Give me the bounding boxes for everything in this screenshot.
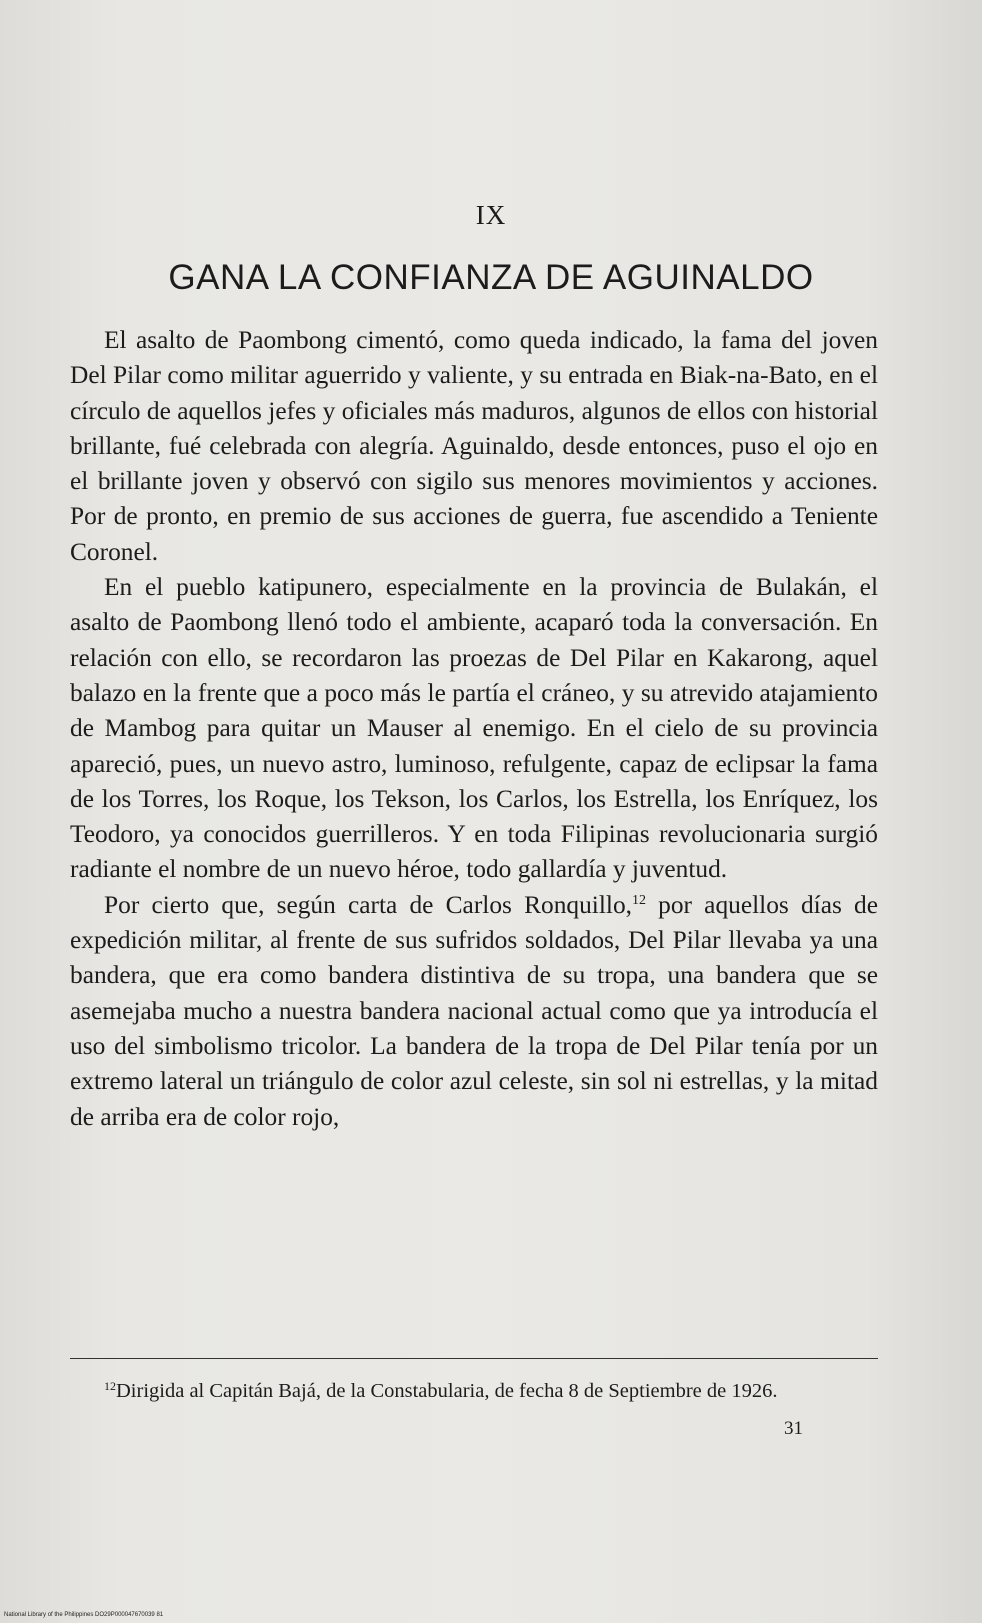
chapter-title: GANA LA CONFIANZA DE AGUINALDO	[168, 258, 814, 297]
footnote-text: Dirigida al Capitán Bajá, de la Constabularia, de fecha 8 de Septiembre de 1926.	[116, 1380, 778, 1402]
page-number: 31	[784, 1418, 803, 1439]
footnote-marker: 12	[104, 1379, 116, 1393]
paragraph	[70, 888, 878, 1135]
paragraph-text: por aquellos días de expedición militar, al frente de sus sufridos soldados, Del Pilar llevaba ya una bandera, que era como bandera distintiva de su tropa, una bandera que se asemejaba mucho a nuestra bandera nacional actual como que ya introducía el uso del simbolismo tricolor. La bandera de la tropa de Del Pilar tenía por un extremo lateral un triángulo de color azul celeste, sin sol ni estrellas, y la mitad de arriba era de color rojo,	[70, 890, 879, 1131]
paragraph: El asalto de Paombong cimentó, como queda indicado, la fama del joven Del Pilar como militar aguerrido y valiente, y su entrada en Biak-na-Bato, en el círculo de aquellos jefes y oficiales más maduros, algunos de ellos con historial brillante, fué celebrada con alegría. Aguinaldo, desde entonces, puso el ojo en el brillante joven y observó con sigilo sus menores movimientos y acciones. Por de pronto, en premio de sus acciones de guerra, fue ascendido a Teniente Coronel.	[70, 326, 878, 566]
body-text	[70, 323, 878, 1135]
chapter-number: IX	[475, 200, 507, 230]
paragraph: En el pueblo katipunero, especialmente en la provincia de Bulakán, el asalto de Paombong llenó todo el ambiente, acaparó toda la conversación. En relación con ello, se recordaron las proezas de Del Pilar en Kakarong, aquel balazo en la frente que a poco más le partía el cráneo, y su atrevido atajamiento de Mambog para quitar un Mauser al enemigo. En el cielo de su provincia apareció, pues, un nuevo astro, luminoso, refulgente, capaz de eclipsar la fama de los Torres, los Roque, los Tekson, los Carlos, los Estrella, los Enríquez, los Teodoro, ya conocidos guerrilleros. Y en toda Filipinas revolucionaria surgió radiante el nombre de un nuevo héroe, todo gallardía y juventud.	[70, 573, 878, 884]
footnote	[70, 1376, 878, 1406]
footnote-reference[interactable]: 12	[632, 892, 646, 908]
footnote-divider	[70, 1358, 878, 1359]
paragraph-text: Por cierto que, según carta de Carlos Ronquillo,	[104, 890, 632, 919]
library-imprint: National Library of the Philippines DO29P000047670039 81	[4, 1612, 164, 1618]
